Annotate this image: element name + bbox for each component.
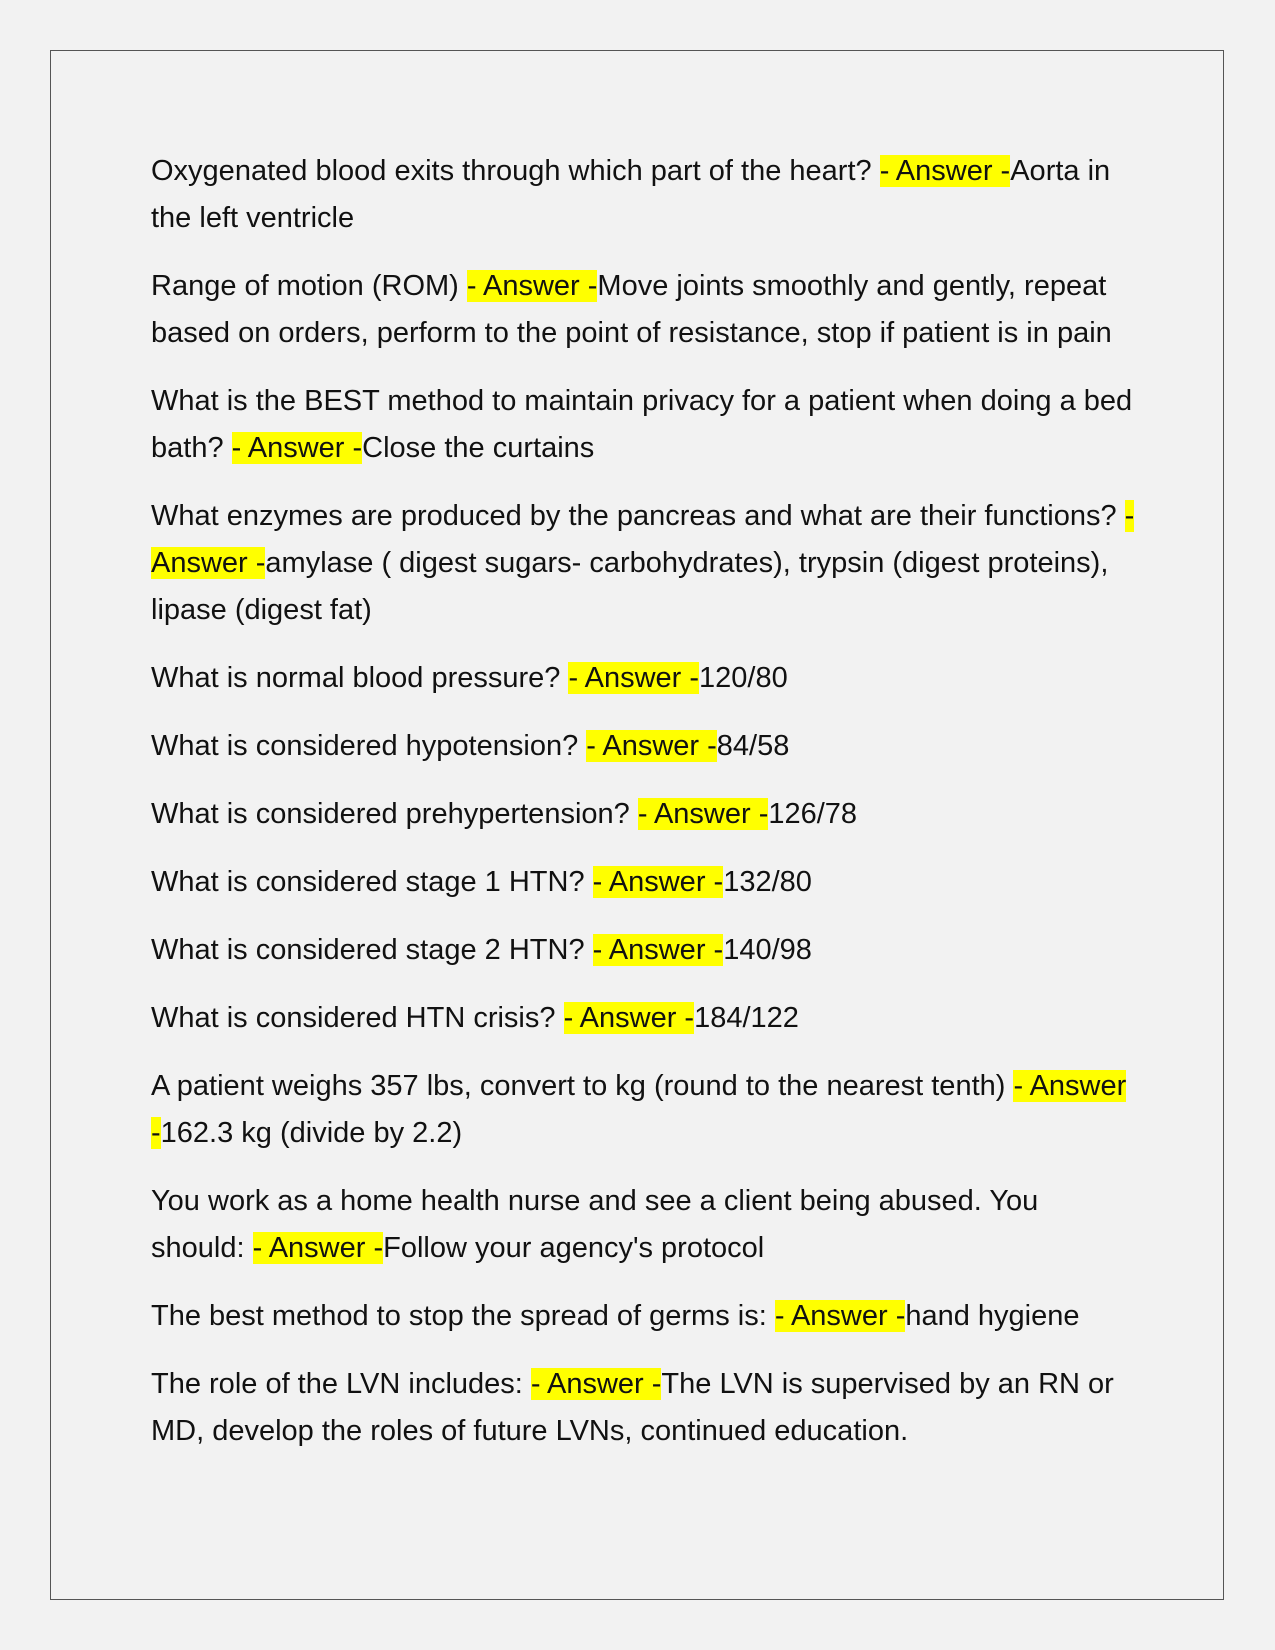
answer-text: Move joints smoothly and gently, repeat based on orders, perform to the point of resistance, stop if patient is in pain	[151, 270, 1112, 349]
question-text: Range of motion (ROM)	[151, 270, 467, 302]
question-text: What is considered hypotension?	[151, 730, 587, 762]
qa-item	[151, 723, 1136, 770]
question-text: A patient weighs 357 lbs, convert to kg (round to the nearest tenth)	[151, 1070, 1014, 1102]
qa-item	[151, 148, 1136, 242]
question-text: What is considered stage 2 HTN?	[151, 934, 593, 966]
question-text: Oxygenated blood exits through which part of the heart?	[151, 155, 880, 187]
answer-text: 120/80	[699, 662, 788, 694]
answer-marker: - Answer -	[879, 155, 1011, 187]
question-text: What enzymes are produced by the pancreas and what are their functions?	[151, 500, 1125, 532]
question-text: The role of the LVN includes:	[151, 1368, 531, 1400]
qa-item	[151, 655, 1136, 702]
qa-item	[151, 1293, 1136, 1340]
qa-item	[151, 1361, 1136, 1455]
qa-item	[151, 791, 1136, 838]
qa-item	[151, 1178, 1136, 1272]
answer-marker: - Answer -	[466, 270, 598, 302]
answer-text: 132/80	[723, 866, 812, 898]
question-text: You work as a home health nurse and see a client being abused. You should:	[151, 1185, 1039, 1264]
answer-marker: - Answer -	[592, 934, 724, 966]
qa-item	[151, 1063, 1136, 1157]
answer-text: Follow your agency's protocol	[383, 1232, 765, 1264]
answer-text: amylase ( digest sugars- carbohydrates), trypsin (digest proteins), lipase (digest fat)	[151, 547, 1109, 626]
answer-marker: - Answer -	[563, 1002, 695, 1034]
answer-marker: - Answer -	[637, 798, 769, 830]
qa-item	[151, 995, 1136, 1042]
answer-text: Aorta in the left ventricle	[151, 155, 1111, 234]
question-text: What is normal blood pressure?	[151, 662, 569, 694]
answer-marker: - Answer -	[151, 1070, 1127, 1149]
answer-marker: - Answer -	[592, 866, 724, 898]
answer-text: The LVN is supervised by an RN or MD, develop the roles of future LVNs, continued education.	[151, 1368, 1114, 1447]
qa-item	[151, 378, 1136, 472]
answer-marker: - Answer -	[586, 730, 717, 762]
answer-text: 162.3 kg (divide by 2.2)	[160, 1117, 463, 1149]
answer-marker: - Answer -	[568, 662, 700, 694]
question-text: The best method to stop the spread of germs is:	[151, 1300, 775, 1332]
answer-text: Close the curtains	[362, 432, 595, 464]
question-text: What is the BEST method to maintain privacy for a patient when doing a bed bath?	[151, 385, 1133, 464]
answer-marker: - Answer -	[231, 432, 363, 464]
answer-marker: - Answer -	[151, 500, 1135, 579]
answer-marker: - Answer -	[774, 1300, 906, 1332]
answer-text: hand hygiene	[905, 1300, 1080, 1332]
question-text: What is considered prehypertension?	[151, 798, 638, 830]
qa-item	[151, 859, 1136, 906]
answer-text: 126/78	[768, 798, 858, 830]
question-text: What is considered HTN crisis?	[151, 1002, 564, 1034]
answer-text: 140/98	[723, 934, 812, 966]
answer-text: 84/58	[716, 730, 790, 762]
answer-text: 184/122	[694, 1002, 799, 1034]
question-text: What is considered stage 1 HTN?	[151, 866, 593, 898]
qa-item	[151, 263, 1136, 357]
answer-marker: - Answer -	[252, 1232, 384, 1264]
qa-list	[151, 148, 1136, 1476]
answer-marker: - Answer -	[530, 1368, 662, 1400]
qa-item	[151, 493, 1136, 634]
qa-item	[151, 927, 1136, 974]
